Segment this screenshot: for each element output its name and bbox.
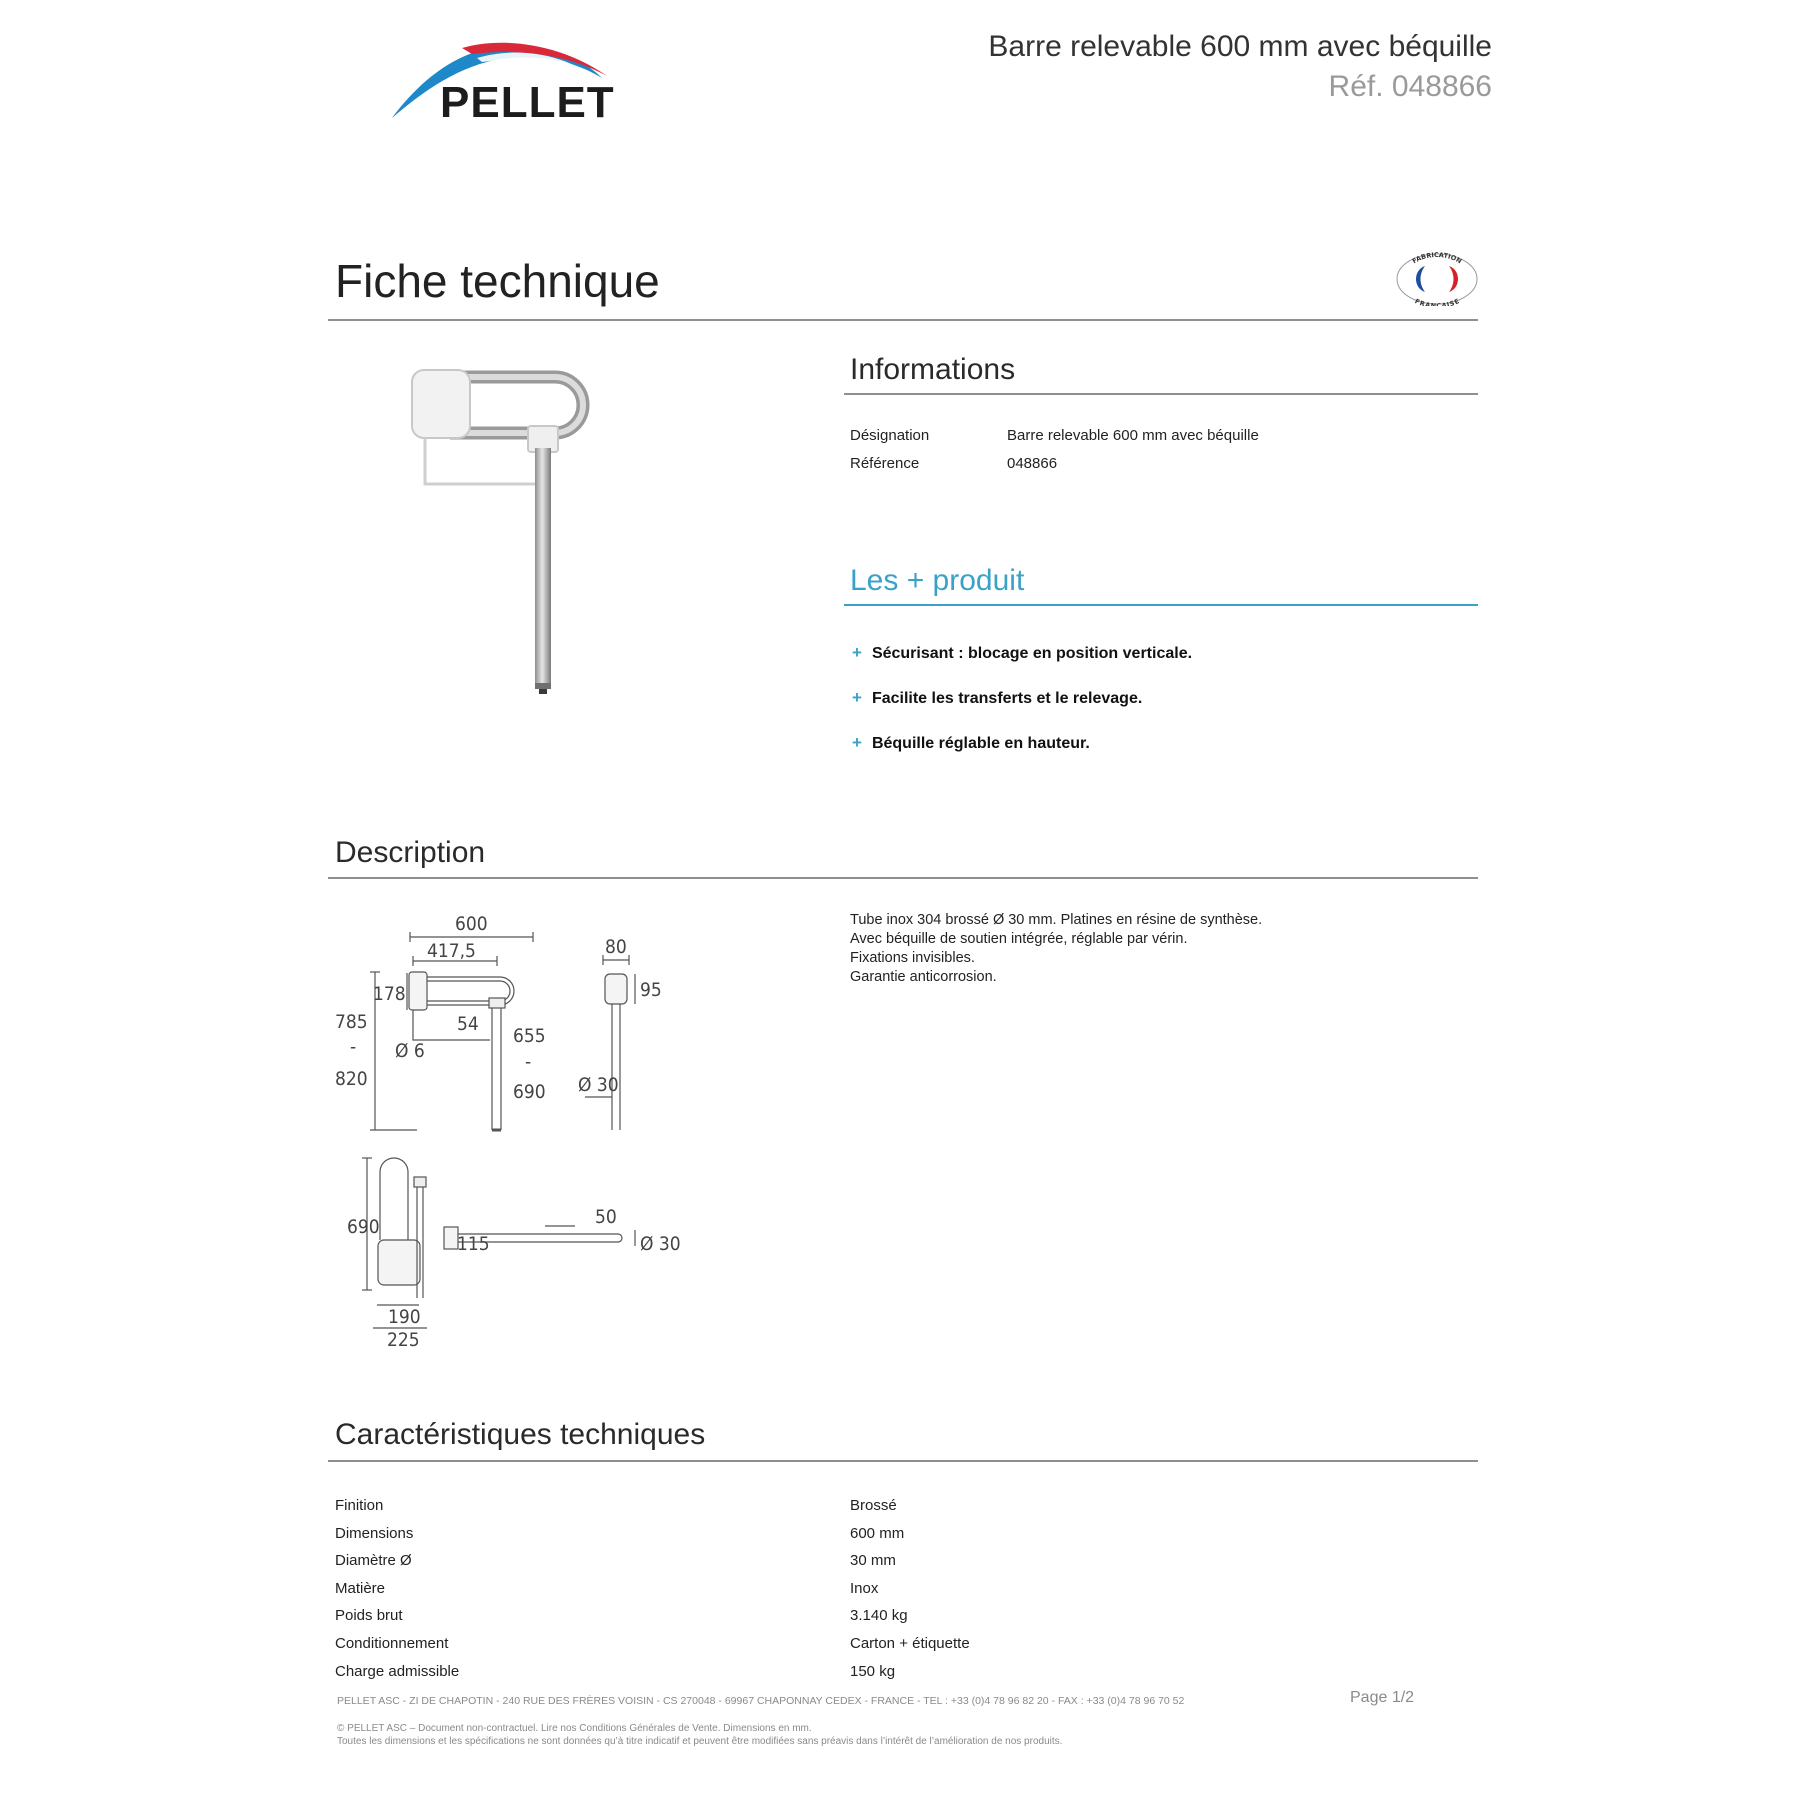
info-value-reference: 048866 [1007,455,1058,472]
dim-115: 115 [457,1233,490,1255]
product-photo [370,352,710,697]
spec-value: 150 kg [850,1663,896,1680]
page-title: Fiche technique [335,255,660,307]
dim-785: 785 [335,1011,368,1033]
dim-dash-2: - [525,1051,532,1073]
dim-o30: Ø 30 [578,1074,619,1096]
description-heading: Description [335,836,486,869]
footer-page-number: Page 1/2 [1350,1689,1415,1706]
description-divider [328,877,1478,879]
description-line: Avec béquille de soutien intégrée, réglable par vérin. [850,931,1188,947]
spec-value: Carton + étiquette [850,1635,970,1652]
dim-o30b: Ø 30 [640,1233,681,1255]
header-reference: Réf. 048866 [1328,70,1492,103]
fabrication-francaise-badge-icon [1395,252,1479,306]
plus-item: + Béquille réglable en hauteur. [852,733,1090,752]
spec-label: Charge admissible [335,1663,460,1680]
footer-legal-line: Toutes les dimensions et les spécifications ne sont données qu’à titre indicatif et peuvent être modifiées sans préavis dans l’intérêt de l’amélioration de nos produits. [337,1736,1063,1747]
footer-legal-line: © PELLET ASC – Document non-contractuel. Lire nos Conditions Générales de Vente. Dimensions en mm. [337,1723,812,1734]
plus-icon: + [852,733,862,752]
dim-690: 690 [513,1081,546,1103]
info-label-designation: Désignation [850,427,930,444]
dim-655: 655 [513,1025,546,1047]
description-line: Garantie anticorrosion. [850,969,997,985]
dim-225: 225 [387,1329,420,1351]
spec-value: 600 mm [850,1525,905,1542]
description-line: Tube inox 304 brossé Ø 30 mm. Platines en résine de synthèse. [850,912,1263,928]
plus-produit-divider [844,604,1478,606]
badge-text-top: FABRICATION [1410,252,1464,266]
spec-label: Finition [335,1497,384,1514]
spec-label: Poids brut [335,1607,403,1624]
info-label-reference: Référence [850,455,920,472]
plus-icon: + [852,688,862,707]
spec-label: Matière [335,1580,386,1597]
header-product-title: Barre relevable 600 mm avec béquille [988,30,1492,63]
spec-value: 3.140 kg [850,1607,908,1624]
dim-600: 600 [455,913,488,935]
logo-wordmark: PELLET [440,78,615,127]
informations-divider [844,393,1478,395]
dim-95: 95 [640,979,662,1001]
dim-54: 54 [457,1013,479,1035]
spec-label: Dimensions [335,1525,414,1542]
informations-heading: Informations [850,353,1016,386]
caracteristiques-divider [328,1460,1478,1462]
spec-label: Diamètre Ø [335,1552,412,1569]
caracteristiques-heading: Caractéristiques techniques [335,1418,706,1451]
pellet-logo [392,38,642,128]
dim-50: 50 [595,1206,617,1228]
description-line: Fixations invisibles. [850,950,975,966]
spec-value: 30 mm [850,1552,896,1569]
dim-690b: 690 [347,1216,380,1238]
spec-value: Inox [850,1580,879,1597]
title-divider [328,319,1478,321]
dim-o6: Ø 6 [395,1040,425,1062]
technical-drawing [335,900,685,1360]
plus-item: + Facilite les transferts et le relevage. [852,688,1143,707]
dim-190: 190 [388,1306,421,1328]
spec-label: Conditionnement [335,1635,449,1652]
dim-417: 417,5 [427,940,476,962]
plus-produit-heading: Les + produit [850,564,1025,597]
dim-178: 178 [373,983,406,1005]
dim-820: 820 [335,1068,368,1090]
dim-80: 80 [605,936,627,958]
plus-item: + Sécurisant : blocage en position verticale. [852,643,1193,662]
description-text [850,911,1262,987]
dim-dash-1: - [350,1036,357,1058]
spec-value: Brossé [850,1497,897,1514]
badge-text-bottom: FRANÇAISE [1413,297,1461,306]
info-value-designation: Barre relevable 600 mm avec béquille [1007,427,1259,444]
plus-icon: + [852,643,862,662]
footer-address: PELLET ASC - ZI DE CHAPOTIN - 240 RUE DES FRÈRES VOISIN - CS 270048 - 69967 CHAPONNAY CEDEX - FRANCE - TEL : +33 (0)4 78 96 82 20 - FAX : +33 (0)4 78 96 70 52 [337,1695,1185,1707]
